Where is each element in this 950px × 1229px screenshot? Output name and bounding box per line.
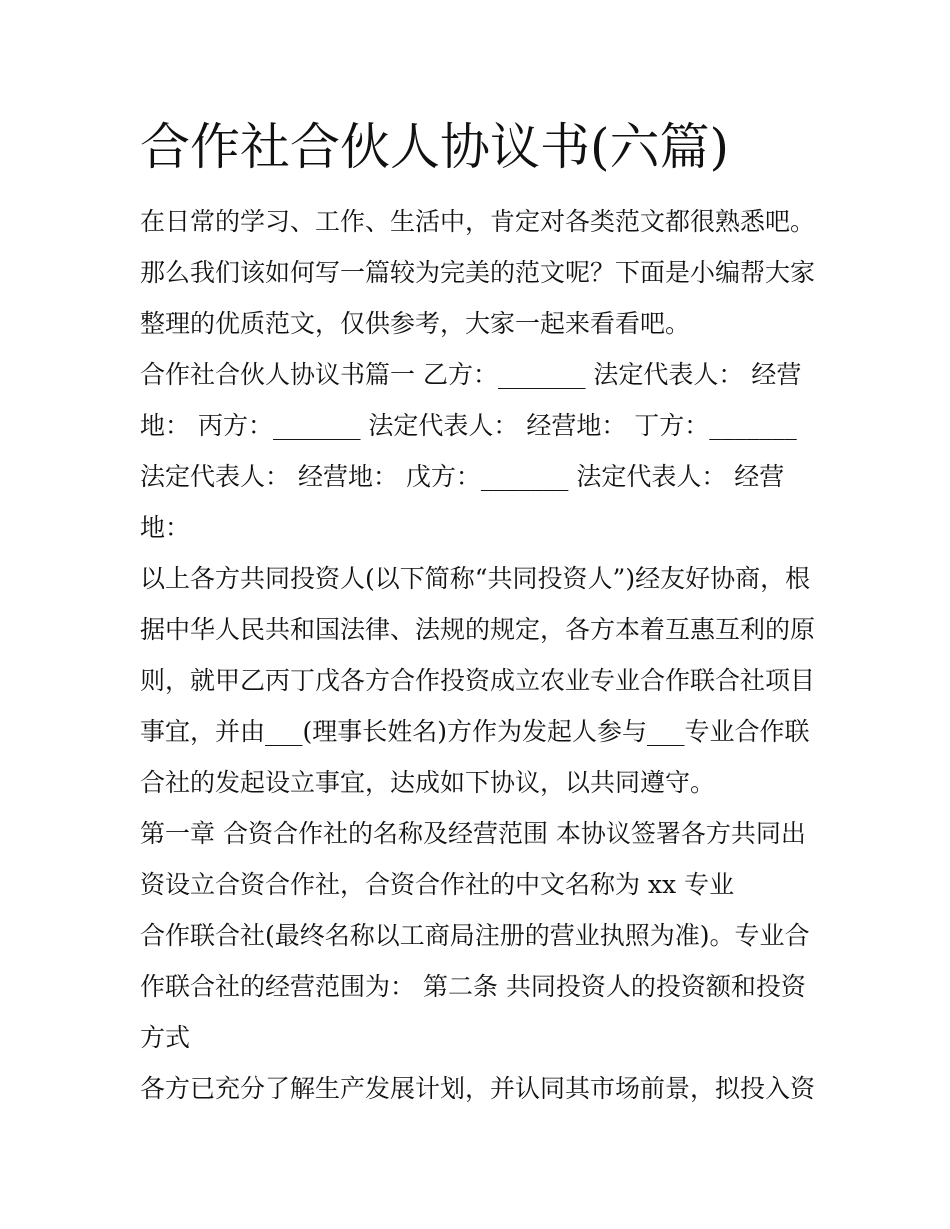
paragraph-line: 合社的发起设立事宜，达成如下协议，以共同遵守。 bbox=[140, 768, 716, 797]
paragraph-line: 在日常的学习、工作、生活中，肯定对各类范文都很熟悉吧。 bbox=[140, 207, 816, 236]
paragraph-line: 据中华人民共和国法律、法规的规定，各方本着互惠互利的原 bbox=[140, 615, 816, 644]
paragraph-line: 则，就甲乙丙丁戊各方合作投资成立农业专业合作联合社项目 bbox=[140, 666, 816, 695]
paragraph-line: 合作社合伙人协议书篇一 乙方：_______ 法定代表人： 经营 bbox=[140, 360, 802, 389]
paragraph-line: 那么我们该如何写一篇较为完美的范文呢？下面是小编帮大家 bbox=[140, 258, 816, 287]
paragraph-line: 资设立合资合作社，合资合作社的中文名称为 xx 专业 bbox=[140, 870, 735, 899]
paragraph-line: 法定代表人： 经营地： 戊方：_______ 法定代表人： 经营 bbox=[140, 462, 785, 491]
paragraph-line: 合作联合社(最终名称以工商局注册的营业执照为准)。专业合 bbox=[140, 921, 810, 950]
paragraph-line: 事宜，并由___(理事长姓名)方作为发起人参与___专业合作联 bbox=[140, 717, 810, 746]
paragraph-line: 各方已充分了解生产发展计划，并认同其市场前景，拟投入资 bbox=[140, 1074, 816, 1103]
paragraph-line: 整理的优质范文，仅供参考，大家一起来看看吧。 bbox=[140, 309, 691, 338]
paragraph-line: 地： bbox=[140, 513, 191, 542]
document-title: 合作社合伙人协议书(六篇) bbox=[140, 118, 730, 176]
paragraph-line: 方式 bbox=[140, 1023, 191, 1052]
paragraph-line: 地： 丙方：_______ 法定代表人： 经营地： 丁方：_______ bbox=[140, 411, 797, 440]
paragraph-line: 作联合社的经营范围为： 第二条 共同投资人的投资额和投资 bbox=[140, 972, 806, 1001]
paragraph-line: 以上各方共同投资人(以下简称“共同投资人”)经友好协商，根 bbox=[140, 564, 811, 593]
paragraph-line: 第一章 合资合作社的名称及经营范围 本协议签署各方共同出 bbox=[140, 819, 806, 848]
